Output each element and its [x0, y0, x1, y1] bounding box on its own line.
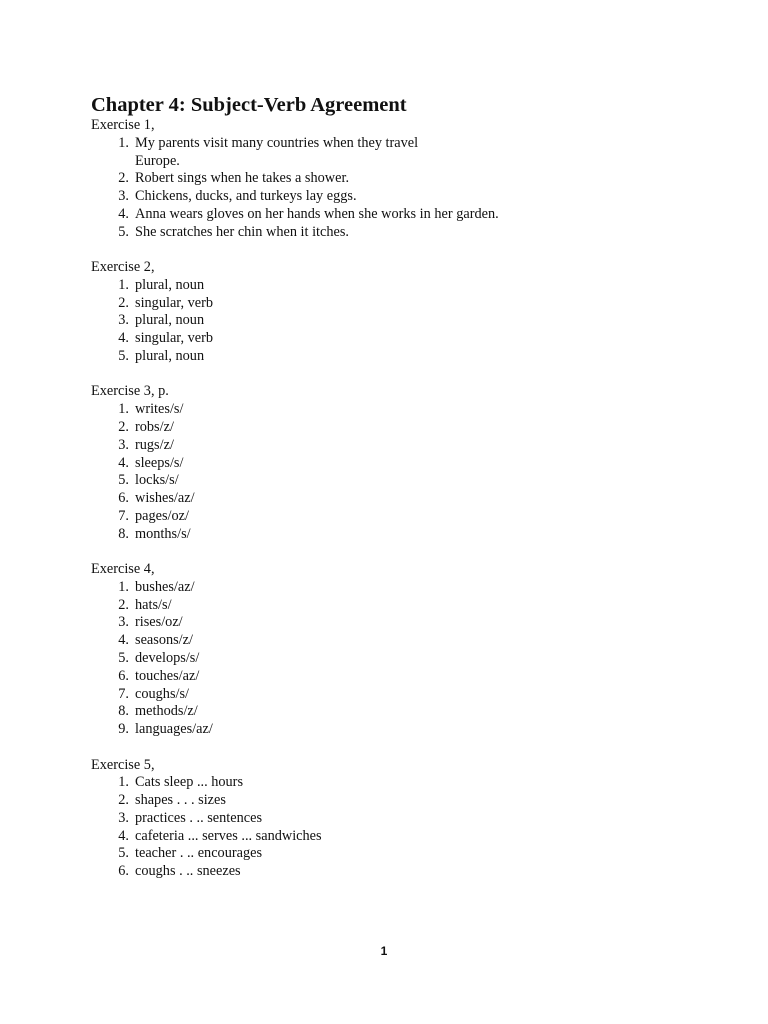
- list-item: [91, 312, 691, 330]
- item-text: rugs/z/: [135, 436, 174, 453]
- item-number: 6.: [118, 863, 129, 880]
- list-item: [91, 721, 691, 739]
- item-text: shapes . . . sizes: [135, 792, 226, 809]
- item-number: 4.: [118, 827, 129, 844]
- item-text: Cats sleep ... hours: [135, 774, 244, 791]
- list-item: [91, 810, 691, 828]
- item-text: My parents visit many countries when they travel: [135, 134, 419, 151]
- list-item: [91, 295, 691, 313]
- item-number: 7.: [118, 507, 129, 524]
- exercise-heading: Exercise 5,: [91, 756, 155, 773]
- page-number: 1: [380, 944, 388, 958]
- list-item: [91, 614, 691, 632]
- item-number: 3.: [118, 809, 129, 826]
- item-number: 3.: [118, 312, 129, 329]
- item-text: practices . .. sentences: [135, 809, 263, 826]
- item-text: rises/oz/: [135, 614, 183, 631]
- list-item: [91, 188, 691, 206]
- list-item: [91, 526, 691, 544]
- exercise-heading: Exercise 4,: [91, 561, 155, 578]
- list-item: [91, 579, 691, 597]
- item-number: 7.: [118, 685, 129, 702]
- list-item: [91, 597, 691, 615]
- item-number: 2.: [118, 170, 129, 187]
- item-number: 9.: [118, 721, 129, 738]
- item-number: 3.: [118, 188, 129, 205]
- item-number: 1.: [118, 401, 129, 418]
- exercise-list: [91, 117, 691, 899]
- exercise-items: [91, 579, 691, 739]
- item-text: teacher . .. encourages: [135, 845, 263, 862]
- item-number: 2.: [118, 294, 129, 311]
- list-item: [91, 863, 691, 881]
- item-number: 5.: [118, 472, 129, 489]
- item-number: 1.: [118, 774, 129, 791]
- list-item: [91, 401, 691, 419]
- item-text: Robert sings when he takes a shower.: [135, 170, 350, 187]
- item-text: sleeps/s/: [135, 454, 184, 471]
- item-text: singular, verb: [135, 330, 214, 347]
- exercise-items: [91, 401, 691, 543]
- item-text: Anna wears gloves on her hands when she works in her garden.: [135, 205, 499, 222]
- item-text: pages/oz/: [135, 507, 189, 524]
- item-text: plural, noun: [135, 276, 205, 293]
- item-text: touches/az/: [135, 667, 200, 684]
- list-item: [91, 632, 691, 650]
- page-title: Chapter 4: Subject-Verb Agreement: [91, 94, 407, 116]
- item-number: 6.: [118, 490, 129, 507]
- item-text: seasons/z/: [135, 632, 193, 649]
- exercise-section: [91, 757, 691, 882]
- list-item: [91, 828, 691, 846]
- list-item: [91, 650, 691, 668]
- item-number: 1.: [118, 276, 129, 293]
- item-text: hats/s/: [135, 596, 172, 613]
- item-text: coughs . .. sneezes: [135, 863, 241, 880]
- list-item: [91, 135, 691, 171]
- item-number: 5.: [118, 223, 129, 240]
- item-number: 4.: [118, 205, 129, 222]
- list-item: [91, 792, 691, 810]
- item-number: 4.: [118, 454, 129, 471]
- item-text: robs/z/: [135, 418, 174, 435]
- exercise-heading: Exercise 2,: [91, 259, 155, 276]
- exercise-section: [91, 117, 691, 242]
- item-number: 5.: [118, 348, 129, 365]
- exercise-section: [91, 259, 691, 366]
- item-number: 3.: [118, 436, 129, 453]
- item-text: wishes/az/: [135, 490, 195, 507]
- item-text: bushes/az/: [135, 578, 195, 595]
- item-number: 2.: [118, 792, 129, 809]
- list-item: [91, 472, 691, 490]
- exercise-heading: Exercise 3, p.: [91, 383, 169, 400]
- list-item: [91, 455, 691, 473]
- list-item: [91, 774, 691, 792]
- item-text: languages/az/: [135, 721, 213, 738]
- exercise-items: [91, 135, 691, 242]
- item-text: Chickens, ducks, and turkeys lay eggs.: [135, 188, 357, 205]
- list-item: [91, 703, 691, 721]
- item-text: coughs/s/: [135, 685, 190, 702]
- exercise-section: [91, 561, 691, 739]
- exercise-section: [91, 383, 691, 543]
- item-number: 8.: [118, 525, 129, 542]
- list-item: [91, 490, 691, 508]
- item-number: 3.: [118, 614, 129, 631]
- item-text: plural, noun: [135, 348, 205, 365]
- item-number: 4.: [118, 330, 129, 347]
- item-number: 4.: [118, 632, 129, 649]
- item-text: develops/s/: [135, 650, 200, 667]
- list-item: [91, 437, 691, 455]
- item-number: 5.: [118, 845, 129, 862]
- list-item: [91, 330, 691, 348]
- item-text: plural, noun: [135, 312, 205, 329]
- item-number: 2.: [118, 596, 129, 613]
- item-text: methods/z/: [135, 703, 198, 720]
- list-item: [91, 224, 691, 242]
- list-item: [91, 170, 691, 188]
- list-item: [91, 419, 691, 437]
- item-text: writes/s/: [135, 401, 184, 418]
- item-number: 2.: [118, 418, 129, 435]
- list-item: [91, 277, 691, 295]
- item-text: locks/s/: [135, 472, 179, 489]
- list-item: [91, 206, 691, 224]
- item-number: 1.: [118, 578, 129, 595]
- item-text: cafeteria ... serves ... sandwiches: [135, 827, 322, 844]
- exercise-items: [91, 277, 691, 366]
- item-number: 1.: [118, 134, 129, 151]
- list-item: [91, 508, 691, 526]
- item-text: Europe.: [135, 152, 180, 169]
- exercise-heading: Exercise 1,: [91, 117, 155, 133]
- item-text: singular, verb: [135, 294, 214, 311]
- list-item: [91, 845, 691, 863]
- list-item: [91, 686, 691, 704]
- exercise-items: [91, 774, 691, 881]
- item-text: She scratches her chin when it itches.: [135, 223, 349, 240]
- item-text: months/s/: [135, 525, 191, 542]
- item-number: 5.: [118, 650, 129, 667]
- list-item: [91, 348, 691, 366]
- list-item: [91, 668, 691, 686]
- item-number: 6.: [118, 667, 129, 684]
- item-number: 8.: [118, 703, 129, 720]
